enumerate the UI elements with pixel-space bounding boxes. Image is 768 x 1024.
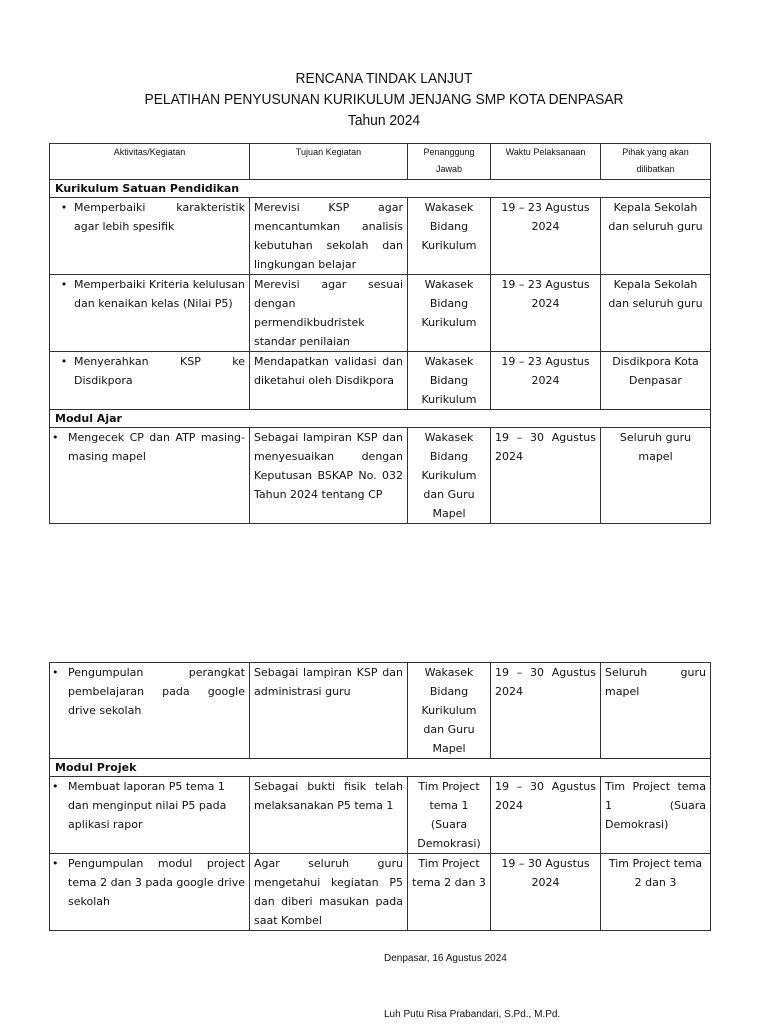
- bullet-marker: •: [52, 780, 59, 793]
- table-row: [50, 854, 711, 931]
- time-cell: 19 – 30 Agustus 2024: [491, 854, 601, 931]
- table-row: [50, 352, 711, 410]
- action-plan-table-page1: [49, 143, 711, 524]
- table-row: [50, 663, 711, 759]
- pic-cell: Wakasek Bidang Kurikulum dan Guru Mapel: [408, 663, 491, 759]
- time-cell: 19 – 23 Agustus 2024: [491, 352, 601, 410]
- table-row: [50, 777, 711, 854]
- activity-cell: Pengumpulan perangkat pembelajaran pada google drive sekolah: [68, 666, 245, 717]
- bullet-marker: •: [52, 431, 59, 444]
- table-row: [50, 428, 711, 524]
- bullet-marker: •: [60, 201, 68, 214]
- document-title: [0, 68, 768, 131]
- section-row: [50, 410, 711, 428]
- time-cell: 19 – 30 Agustus 2024: [491, 777, 601, 854]
- section-kurikulum: Kurikulum Satuan Pendidikan: [50, 180, 711, 198]
- time-cell: 19 – 23 Agustus 2024: [491, 198, 601, 275]
- activity-cell: Menyerahkan KSP ke Disdikpora: [74, 355, 245, 387]
- action-plan-table-page2: [49, 662, 711, 931]
- parties-cell: Tim Project tema 1 (Suara Demokrasi): [601, 777, 711, 854]
- title-line-1: RENCANA TINDAK LANJUT: [295, 70, 473, 87]
- parties-cell: Kepala Sekolah dan seluruh guru: [601, 275, 711, 352]
- col-header-time: Waktu Pelaksanaan: [491, 144, 601, 180]
- bullet-marker: •: [52, 857, 59, 870]
- title-line-2: PELATIHAN PENYUSUNAN KURIKULUM JENJANG SMP KOTA DENPASAR: [144, 91, 624, 108]
- signer-name: Luh Putu Risa Prabandari, S.Pd., M.Pd.: [384, 1009, 561, 1020]
- table-row: [50, 198, 711, 275]
- parties-cell: Kepala Sekolah dan seluruh guru: [601, 198, 711, 275]
- pic-cell: Wakasek Bidang Kurikulum: [408, 275, 491, 352]
- section-modul-projek: Modul Projek: [50, 759, 711, 777]
- parties-cell: Seluruh guru mapel: [601, 663, 711, 759]
- pic-cell: Tim Project tema 2 dan 3: [408, 854, 491, 931]
- table-row: [50, 275, 711, 352]
- activity-cell: Memperbaiki Kriteria kelulusan dan kenaikan kelas (Nilai P5): [74, 278, 245, 310]
- time-cell: 19 – 23 Agustus 2024: [491, 275, 601, 352]
- pic-cell: Tim Project tema 1 (Suara Demokrasi): [408, 777, 491, 854]
- goal-cell: Sebagai lampiran KSP dan administrasi guru: [250, 663, 408, 759]
- pic-cell: Wakasek Bidang Kurikulum dan Guru Mapel: [408, 428, 491, 524]
- pic-cell: Wakasek Bidang Kurikulum: [408, 352, 491, 410]
- section-row: [50, 759, 711, 777]
- bullet-marker: •: [60, 355, 68, 368]
- goal-cell: Sebagai bukti fisik telah melaksanakan P5 tema 1: [250, 777, 408, 854]
- activity-cell: Pengumpulan modul project tema 2 dan 3 pada google drive sekolah: [68, 857, 245, 908]
- goal-cell: Agar seluruh guru mengetahui kegiatan P5 dan diberi masukan pada saat Kombel: [250, 854, 408, 931]
- col-header-parties: Pihak yang akan dilibatkan: [601, 144, 711, 180]
- place-date: Denpasar, 16 Agustus 2024: [384, 953, 507, 964]
- activity-cell: Mengecek CP dan ATP masing-masing mapel: [68, 431, 245, 463]
- activity-cell: Membuat laporan P5 tema 1 dan menginput nilai P5 pada aplikasi rapor: [68, 780, 227, 831]
- col-header-activity: Aktivitas/Kegiatan: [50, 144, 250, 180]
- time-cell: 19 – 30 Agustus 2024: [491, 663, 601, 759]
- parties-cell: Seluruh guru mapel: [601, 428, 711, 524]
- goal-cell: Sebagai lampiran KSP dan menyesuaikan dengan Keputusan BSKAP No. 032 Tahun 2024 tentang CP: [250, 428, 408, 524]
- time-cell: 19 – 30 Agustus 2024: [491, 428, 601, 524]
- goal-cell: Merevisi KSP agar mencantumkan analisis kebutuhan sekolah dan lingkungan belajar: [250, 198, 408, 275]
- pic-cell: Wakasek Bidang Kurikulum: [408, 198, 491, 275]
- parties-cell: Tim Project tema 2 dan 3: [601, 854, 711, 931]
- parties-cell: Disdikpora Kota Denpasar: [601, 352, 711, 410]
- col-header-goal: Tujuan Kegiatan: [250, 144, 408, 180]
- col-header-pic: Penanggung Jawab: [408, 144, 491, 180]
- title-line-3: Tahun 2024: [347, 112, 421, 129]
- goal-cell: Merevisi agar sesuai dengan permendikbudristek standar penilaian: [250, 275, 408, 352]
- bullet-marker: •: [60, 278, 68, 291]
- bullet-marker: •: [52, 666, 59, 679]
- goal-cell: Mendapatkan validasi dan diketahui oleh Disdikpora: [250, 352, 408, 410]
- section-row: [50, 180, 711, 198]
- activity-cell: Memperbaiki karakteristik agar lebih spesifik: [74, 201, 245, 233]
- table-header-row: [50, 144, 711, 180]
- section-modul-ajar: Modul Ajar: [50, 410, 711, 428]
